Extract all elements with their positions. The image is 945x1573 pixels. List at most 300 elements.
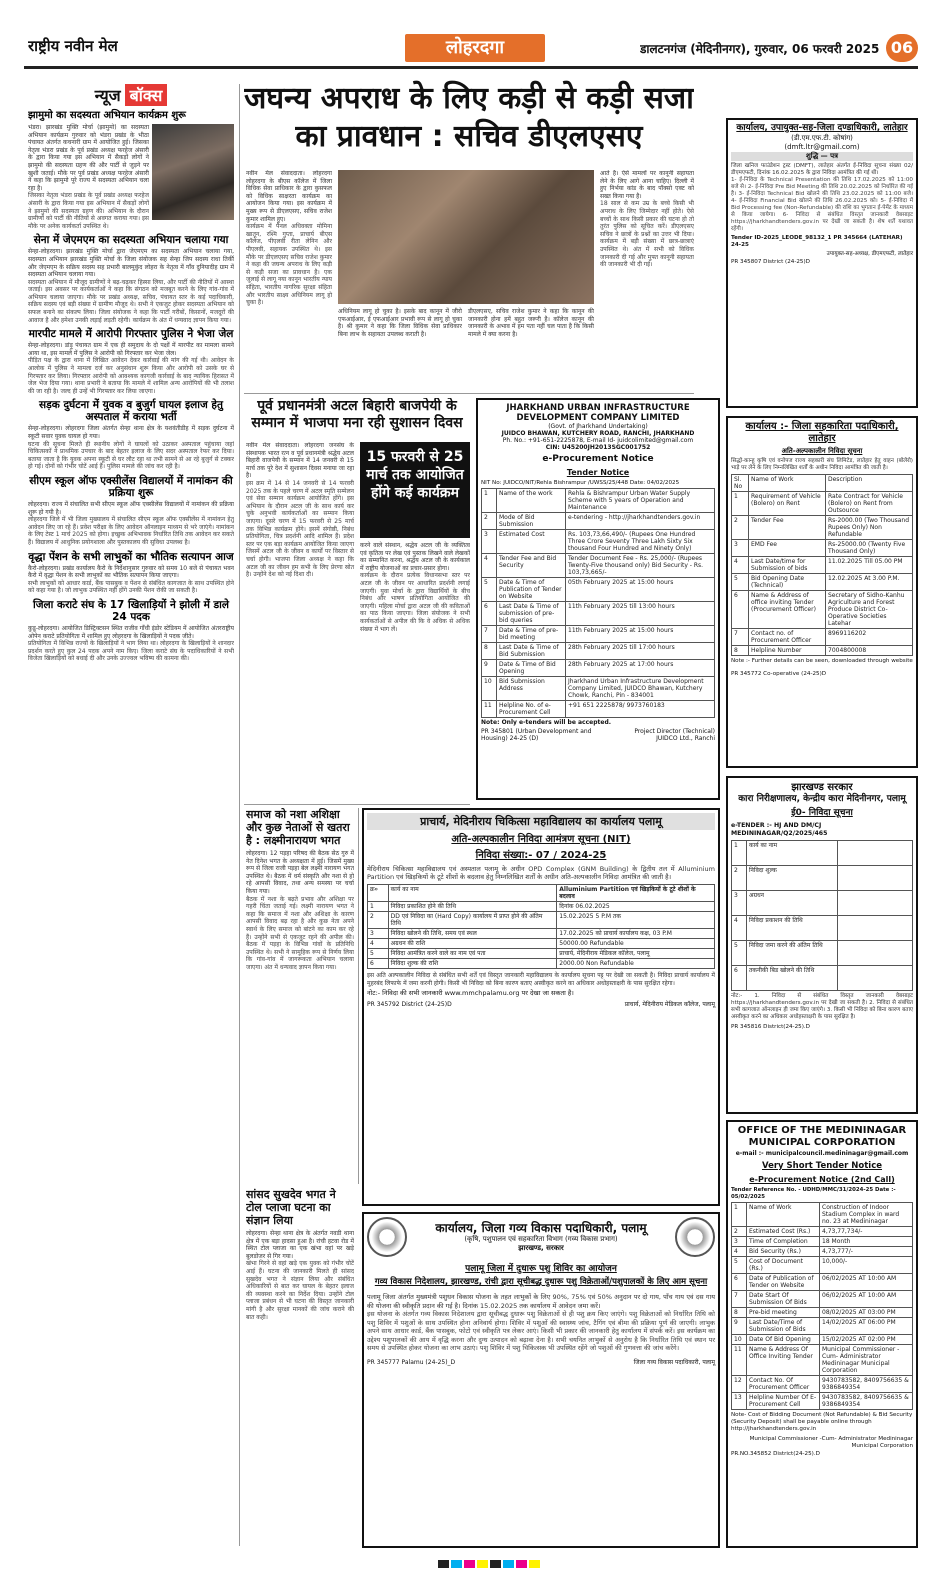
college-col-head: Alluminium Partition एवं खिड़कियों के टूटे शीशों के बदलाव <box>557 885 715 902</box>
mmc-row <box>732 1308 913 1318</box>
juidco-pr: PR 345801 (Urban Development and Housing) 24-25 (D) <box>481 728 592 742</box>
mmc-cell-value: 06/02/2025 AT 10:00 AM <box>820 1291 913 1308</box>
college-cell-no: 3 <box>368 929 389 939</box>
mmc-cell-value: 4,73,77,734/- <box>820 1227 913 1237</box>
atal-story <box>246 442 470 802</box>
college-row <box>368 929 715 939</box>
dairy-body-filler: इस योजना के अंतर्गत गव्य विकास निदेशालय द्वारा सूचीबद्ध दुधारू पशु विक्रेताओं से ही पशु क्रय किए जाएंगे। पशु विक्रेताओं को निर्धारित तिथि को पशु शिविर में पशुओं के साथ उपस्थित होना अनिवार्य होगा। शिविर में पशुओं की स्वास्थ्य जांच, टैगिंग एवं बीमा की प्रक्रिया पूर्ण की जाएगी। लाभुक अपने साथ आधार कार्ड, बैंक पासबुक, फोटो एवं स्वीकृति पत्र लेकर आएं। किसी भी प्रकार की जानकारी हेतु कार्यालय में संपर्क करें। इस कार्यक्रम का उद्देश्य पशुपालकों की आय में वृद्धि करना और दुग्ध उत्पादन को बढ़ावा देना है। सभी चयनित लाभुकों से अनुरोध है कि निर्धारित तिथि एवं स्थान पर समय से उपस्थित होकर योजना का लाभ उठाएं। पशु शिविर में पशु चिकित्सक भी उपस्थित रहेंगे जो पशुओं की गुणवत्ता की जांच करेंगे। <box>367 1310 715 1352</box>
college-cell-key: DD एवं निविदा का (Hard Copy) कार्यालय में प्राप्त होने की अंतिम तिथि <box>388 912 557 929</box>
samaj-headline: समाज को नशा अशिक्षा और कुछ नेताओं से खतरा है : लक्ष्मीनारायण भगत <box>246 808 350 847</box>
coop-cell-key: Requirement of Vehicle (Bolero) on Rent <box>749 492 826 516</box>
college-title: प्राचार्य, मेदिनीराय चिकित्सा महाविद्यालय का कार्यालय पलामू <box>367 813 715 830</box>
juidco-cell-key: Date & Time of pre-bid meeting <box>497 626 566 643</box>
mmc-pr: PR.NO.345852 District(24-25).D <box>731 1451 820 1457</box>
sukhdev-headline: सांसद सुखदेव भगत ने टोल प्लाजा घटना का संज्ञान लिया <box>246 1188 336 1227</box>
juidco-cell-no: 5 <box>482 578 497 602</box>
jail-cell-key: अग्रधन <box>747 891 838 916</box>
atal-col-b <box>360 442 470 800</box>
dairy-sign: जिला गव्य विकास पदाधिकारी, पलामू <box>633 1358 715 1366</box>
atal-headline: पूर्व प्रधानमंत्री अटल बिहारी बाजपेयी के सम्मान में भाजपा मना रही सुशासन दिवस <box>251 398 463 431</box>
coop-cell-key: Bid Opening Date (Technical) <box>749 574 826 591</box>
jharkhand-emblem-left <box>367 1217 407 1257</box>
lead-col-b <box>338 308 462 388</box>
juidco-cell-value: e-tendering - http://jharkhandtenders.gov.in <box>566 513 715 530</box>
mmc-cell-key: Date Start Of Submission Of Bids <box>747 1291 820 1308</box>
jail-row: 4 निविदा प्रकाशन की तिथि <box>732 916 913 941</box>
color-swatch <box>516 1560 527 1568</box>
news-body-2-filler: सदस्यता अभियान में मौजूद ग्रामीणों ने बढ़-चढ़कर हिस्सा लिया, और पार्टी की नीतियों में आस्था जताई। इस अवसर पर कार्यकर्ताओं ने कहा कि संगठन को मजबूत करने के लिए गांव-गांव में अभियान चलाया जाएगा। मौके पर प्रखंड अध्यक्ष, सचिव, पंचायत स्तर के कई पदाधिकारी, सक्रिय सदस्य एवं बड़ी संख्या में ग्रामीण मौजूद थे। सभी ने एकजुट होकर सदस्यता अभियान को सफल बनाने का संकल्प लिया। जिला संयोजक ने कहा कि पार्टी गरीबों, किसानों, मजदूरों की आवाज है और हमेशा उनकी लड़ाई लड़ती रहेगी। कार्यक्रम के अंत में धन्यवाद ज्ञापन किया गया। <box>28 278 234 324</box>
coop-cell-no: 6 <box>732 591 749 629</box>
sukhdev-body: लोहरदगा। सेन्हा थाना क्षेत्र के अंतर्गत नवडी थाना क्षेत्र में एक बड़ा हादसा हुआ है। रांची हटवा रोड में स्थित टोल प्लाजा का एक खंभा वहां पर खड़े बुलडोजर से गिर गया। <box>246 1230 354 1260</box>
jail-govt: झारखण्ड सरकार <box>791 782 853 793</box>
college-footer <box>367 1001 715 1008</box>
juidco-cell-no: 10 <box>482 677 497 701</box>
mmc-ref: Tender Reference No. - UDHD/MMC/31/2024-25 Date :- 05/02/2025 <box>731 1187 896 1200</box>
juidco-cell-value: Jharkhand Urban Infrastructure Development Company Limited, JUIDCO Bhawan, Kutchery Chowk, Ranchi, Pin - 834001 <box>566 677 715 701</box>
color-swatch <box>451 1560 462 1568</box>
lead-col-d <box>600 170 694 388</box>
juidco-cell-value: Rehla & Bishrampur Urban Water Supply Scheme with 5 years of Operation and Maintenance <box>566 489 715 513</box>
mmc-cell-no: 7 <box>732 1291 747 1308</box>
jail-row: 1 कार्य का नाम <box>732 841 913 866</box>
right-col-anchor <box>700 78 918 79</box>
dc-body: जिला खनिज फाउंडेशन ट्रस्ट (DMFT), लातेहार अंतर्गत ई-निविदा सूचना संख्या 02/डीएमएफटी, दिनांक 16.02.2025 के द्वारा निविदा आमंत्रित की गई थी। <box>731 163 913 176</box>
mmc-cell-value: 14/02/2025 AT 06:00 PM <box>820 1318 913 1335</box>
coop-row <box>732 591 913 629</box>
dc-subtitle: (डी.एम.एफ.टी. कोषांग) <box>791 134 853 142</box>
coop-row <box>732 629 913 646</box>
mmc-sign: Municipal Commissioner -Cum- Administrator Medininagar Municipal Corporation <box>749 1436 913 1449</box>
jail-row: 6 तकनीकी बिड खोलने की तिथि <box>732 966 913 991</box>
college-row <box>368 912 715 929</box>
juidco-notice: e-Procurement Notice <box>542 454 654 464</box>
page-number: 06 <box>886 34 918 62</box>
juidco-tender: Tender Notice <box>566 468 630 477</box>
college-terms: इस अति अल्पकालीन निविदा से संबंधित सभी शर्तें एवं विस्तृत जानकारी महाविद्यालय के कार्यालय सूचना पट्ट पर देखी जा सकती है। निविदा प्राचार्य कार्यालय में मुहरबंद लिफाफे में जमा करनी होगी। किसी भी निविदा को बिना कारण बताए अस्वीकृत करने का अधिकार अधोहस्ताक्षरी के पास सुरक्षित रहेगा। <box>367 972 715 987</box>
lead-body-d: आते है। ऐसे मामलों पर कानूनी सहायता लेने के लिए आगे आना चाहिए। दिल्ली में हुए निर्भया कांड के बाद पॉक्सो एक्ट को सख्त किया गया है। <box>600 170 694 200</box>
mmc-row <box>732 1247 913 1257</box>
mmc-cell-value: 9430783582, 8409756635 & 9386849354 <box>820 1376 913 1393</box>
coop-row <box>732 516 913 540</box>
news-body-6: कैरो-लोहरदगा। प्रखंड कार्यालय कैरो के निर्देशानुसार गुरुवार को समय 10 बजे से पंचायत भवन कैरो में वृद्धा पेंशन के सभी लाभुकों का भौतिक सत्यापन किया जाएगा। <box>28 564 234 580</box>
coop-title: कार्यालय :- जिला सहकारिता पदाधिकारी, लातेहार <box>745 421 899 444</box>
mmc-table <box>731 1202 913 1410</box>
mmc-cell-value: 18 Month <box>820 1237 913 1247</box>
lead-headline: जघन्य अपराध के लिए कड़ी से कड़ी सजा का प्रावधान : सचिव डीएलएसए <box>244 81 694 154</box>
dairy-govt: झारखण्ड, सरकार <box>518 1243 564 1252</box>
juidco-row <box>482 489 715 513</box>
coop-intro: सिद्धो-कान्हू कृषि एवं वनोपज राज्य सहकारी संघ लिमिटेड, लातेहार हेतु वाहन (बोलेरो) भाड़े पर लेने के लिए निम्नलिखित शर्तों के अधीन निविदा आमंत्रित की जाती है। <box>731 458 913 471</box>
juidco-cell-no: 1 <box>482 489 497 513</box>
coop-cell-key: Last Date/time for Submission of bids <box>749 557 826 574</box>
mmc-sub: Very Short Tender Notice <box>761 1161 883 1171</box>
juidco-row <box>482 530 715 554</box>
mmc-cell-key: Name of Work <box>747 1203 820 1227</box>
juidco-cell-value: 11th February 2025 till 13:00 hours <box>566 602 715 626</box>
dc-tender-id: Tender ID-2025_LEODE_98132_1 PR 345664 (LATEHAR) 24-25 <box>731 235 903 248</box>
dateline: डालटनगंज (मेदिनीनगर), गुरुवार, 06 फरवरी 2025 <box>640 42 880 56</box>
mmc-cell-key: Time of Completion <box>747 1237 820 1247</box>
coop-table: Sl. No Name of Work Description 1 Requirement of Vehicle (Bolero) on Rent Rate Contract for Vehicle (Bolero) on Rent from Outsource 2 Tender Fee Rs-2000.00 (Two Thousand Rupees Only) Non Refundable 3 EMD Fee Rs-25000.00 (Twenty Five Thousand Only) 4 Last Date/time for Submission of bids 11.02.2025 Till 05.00 PM 5 Bid Opening Date (Technical) 12.02.2025 At 3.00 P.M. 6 Name & Address of office inviting Tender (Procurement Officer) Secretary of Sidho-Kanhu Agriculture and Forest Produce District Co-Operative Societies Latehar 7 Contact no. of Procurement Officer 8969116202 8 Helpline Number 7004800008 <box>731 474 913 656</box>
mmc-cell-no: 2 <box>732 1227 747 1237</box>
lead-story <box>246 170 694 390</box>
jail-cell-key: निविदा शुल्क <box>747 866 838 891</box>
coop-cell-value: Secretary of Sidho-Kanhu Agriculture and Forest Produce District Co-Operative Societies Latehar <box>826 591 913 629</box>
college-subtitle: अति-अल्पकालीन निविदा आमंत्रण सूचना (NIT) <box>451 834 631 845</box>
mmc-row <box>732 1257 913 1274</box>
college-cell-key: निविदा खोलने की तिथि, समय एवं स्थल <box>388 929 557 939</box>
juidco-footer <box>481 728 715 742</box>
college-web: नोट:- निविदा की सभी जानकारी www.mmchpalamu.org पर देखा जा सकता है। <box>367 989 574 997</box>
lead-body-d-filler: 18 साल से कम उम्र के बच्चे किसी भी अपराध के लिए जिम्मेदार नहीं होते। ऐसे बच्चों के साथ किसी प्रकार की घटना हो तो तुरंत पुलिस को सूचित करें। डीएलएसए सचिव ने छात्रों के प्रश्नों का उत्तर भी दिया। कार्यक्रम में बड़ी संख्या में छात्र-छात्राएं उपस्थित थे। अंत में सभी को विधिक जानकारी दी गई और मुफ्त कानूनी सहायता की जानकारी भी दी गई। <box>600 200 694 269</box>
juidco-cell-no: 4 <box>482 554 497 578</box>
juidco-cell-key: Mode of Bid Submission <box>497 513 566 530</box>
dc-body-filler: 1- ई-निविदा के Technical Presentation की तिथि 17.02.2025 को 11:00 बजे से। 2- ई-निविदा Pre Bid Meeting की तिथि 20.02.2025 को निर्धारित की गई है। 3- ई-निविदा Technical Bid खोलने की तिथि 23.02.2025 को 11:00 बजे। 4- ई-निविदा Financial Bid खोलने की तिथि 26.02.2025 को। 5- ई-निविदा में Bid Processing fee (Non-Refundable) की राशि का भुगतान ई-पेमेंट के माध्यम से किया जायेगा। 6- निविदा से संबंधित विस्तृत जानकारी वेबसाइट https://jharkhandtenders.gov.in पर देखी जा सकती है। शेष शर्तें यथावत रहेंगी। <box>731 177 913 232</box>
juidco-row <box>482 701 715 718</box>
samaj-story <box>246 808 354 1184</box>
news-headline-3: मारपीट मामले में आरोपी गिरफ्तार पुलिस ने भेजा जेल <box>28 328 234 341</box>
mmc-cell-key: Estimated Cost (Rs.) <box>747 1227 820 1237</box>
mmc-cell-value: Municipal Commissioner -Cum- Administrator Medininagar Municipal Corporation <box>820 1345 913 1376</box>
college-cell-no: 4 <box>368 939 389 949</box>
mmc-cell-key: Helpline Number Of E-Procurement Cell <box>747 1393 820 1410</box>
mmc-cell-key: Pre-bid meeting <box>747 1308 820 1318</box>
mmc-cell-key: Date of Publication of Tender on Website <box>747 1274 820 1291</box>
coop-cell-no: 5 <box>732 574 749 591</box>
news-body-3: सेन्हा-लोहरदगा। डांड़ू पंचायत ग्राम में एक ही समुदाय के दो पक्षों में मारपीट का मामला सामने आया था, इस मामले में पुलिस ने आरोपी को गिरफ्तार कर भेजा जेल। <box>28 342 234 357</box>
dairy-subtitle: (कृषि, पशुपालन एवं सहकारिता विभाग (गव्य विकास प्रभाग) <box>464 1234 618 1243</box>
college-cell-value: 17.02.2025 को प्राचार्य कार्यालय कक्ष, 03 P.M <box>557 929 715 939</box>
juidco-phone: Ph. No.: +91-651-2225878, E-mail Id- juidcolimited@gmail.com <box>502 437 694 444</box>
mmc-note: Note- Cost of Bidding Document (Not Refundable) & Bid Security (Security Deposit) shall be payable online through http://jharkhandtenders.gov.in <box>731 1412 913 1432</box>
mmc-title: OFFICE OF THE MEDININAGAR MUNICIPAL CORPORATION <box>737 1125 907 1148</box>
cooperative-tender-ad <box>726 416 918 768</box>
news-headline-1: झामुमो का सदस्यता अभियान कार्यक्रम शुरू <box>28 110 186 121</box>
juidco-cell-key: Last Date & Time of Bid Submission <box>497 643 566 660</box>
lead-col-c <box>468 308 594 388</box>
coop-cell-value: 12.02.2025 At 3.00 P.M. <box>826 574 913 591</box>
lead-body-a-filler: कार्यक्रम में पैनल अधिवक्ता मोमिना खातून, रश्मि गुप्ता, प्राचार्य बीएस कॉलेज, पीएलवी रीता लेनिन और पीएलवी, सहायक उपस्थित थे। इस मौके पर डीएलएसए सचिव राजेश कुमार ने कहा की जघन्य अपराध के लिए कड़ी से कड़ी सजा का प्रावधान है। एक जुलाई से लागू नया कानून भारतीय न्याय संहिता, भारतीय नागरिक सुरक्षा संहिता और भारतीय साक्ष्य अधिनियम लागू हो चुका है। <box>246 223 332 307</box>
mmc-cell-key: Name & Address Of Office Inviting Tender <box>747 1345 820 1376</box>
college-cell-no: 6 <box>368 959 389 969</box>
college-row <box>368 959 715 969</box>
dc-title: कार्यालय, उपायुक्त-सह-जिला दण्डाधिकारी, लातेहार <box>736 123 908 133</box>
coop-pr: PR 345772 Co-operative (24-25)D <box>731 671 827 677</box>
juidco-row <box>482 513 715 530</box>
dairy-head: पलामू जिला में दुधारू पशु शिविर का आयोजन <box>465 1264 617 1274</box>
mmc-cell-no: 9 <box>732 1318 747 1335</box>
jail-cell-key: निविदा प्रकाशन की तिथि <box>747 916 838 941</box>
juidco-sign: Project Director (Technical) JUIDCO Ltd., Ranchi <box>634 728 715 742</box>
column-rule-1 <box>239 84 240 1546</box>
college-cell-key: निविदा प्रकाशित होने की तिथि <box>388 902 557 912</box>
color-swatch <box>464 1560 475 1568</box>
coop-cell-value: Rate Contract for Vehicle (Bolero) on Rent from Outsource <box>826 492 913 516</box>
juidco-cell-no: 7 <box>482 626 497 643</box>
mmc-row <box>732 1227 913 1237</box>
coop-row <box>732 574 913 591</box>
juidco-cell-no: 11 <box>482 701 497 718</box>
juidco-row <box>482 643 715 660</box>
news-body-5-filler: लोहरदगा जिले में भी जिला मुख्यालय में संचालित सीएम स्कूल ऑफ एक्सीलेंस में नामांकन हेतु आवेदन लिए जा रहे हैं। प्रवेश परीक्षा के लिए आवेदन ऑनलाइन माध्यम से भरे जाएंगे। नामांकन के लिए टेस्ट 1 मार्च 2025 को होगा। इच्छुक अभिभावक निर्धारित तिथि तक आवेदन कर सकते हैं। विद्यालय में आधुनिक प्रयोगशाला और पुस्तकालय की सुविधा उपलब्ध है। <box>28 516 234 546</box>
sukhdev-body-filler: खंभा गिरने से वहां खड़े एक युवक को गंभीर चोटें आई हैं। घटना की जानकारी मिलते ही सांसद सुखदेव भगत ने संज्ञान लिया और संबंधित अधिकारियों से बात कर घायल के बेहतर इलाज की व्यवस्था करने का निर्देश दिया। उन्होंने टोल प्लाजा प्रबंधन से भी घटना की विस्तृत जानकारी मांगी है और सुरक्षा मानकों की जांच कराने की बात कही। <box>246 1260 354 1321</box>
municipal-tender-ad <box>726 1120 918 1548</box>
coop-cell-key: Tender Fee <box>749 516 826 540</box>
column-rule-samaj <box>358 808 359 1184</box>
juidco-org-sub: (Govt. of Jharkhand Undertaking) <box>548 423 648 430</box>
dairy-header <box>367 1217 715 1257</box>
dairy-body: पलामू जिला अंतर्गत मुख्यमंत्री पशुधन विकास योजना के तहत लाभुकों के लिए 90%, 75% एवं 50% अनुदान पर दो गाय, पाँच गाय एवं दस गाय की योजना की स्वीकृति प्रदान की गई है। दिनांक 15.02.2025 तक कार्यालय में आवेदन जमा करें। <box>367 1293 715 1310</box>
news-box-title <box>28 84 234 106</box>
juidco-cell-key: Bid Submission Address <box>497 677 566 701</box>
atal-body-b-filler: कार्यक्रम के दौरान प्रत्येक विधानसभा स्तर पर अटल जी के जीवन पर आधारित प्रदर्शनी लगाई जाएगी। युवा मोर्चा के द्वारा विद्यार्थियों के बीच निबंध और भाषण प्रतियोगिता आयोजित की जाएगी। महिला मोर्चा द्वारा अटल जी की कविताओं का पाठ किया जाएगा। जिला संयोजक ने सभी कार्यकर्ताओं से अपील की कि वे अधिक से अधिक संख्या में भाग लें। <box>360 572 470 633</box>
dairy-sub: गव्य विकास निदेशालय, झारखण्ड, रांची द्वारा सूचीबद्ध दुधारू पशु विक्रेताओं/पशुपालकों के लिए आम सूचना <box>374 1277 708 1287</box>
mmc-row <box>732 1335 913 1345</box>
lead-col-a <box>246 170 332 388</box>
lead-rule <box>244 393 694 394</box>
news-headline-2: सेना में जेएमएम का सदस्यता अभियान चलाया गया <box>33 234 229 247</box>
mmc-row <box>732 1318 913 1335</box>
mmc-row <box>732 1274 913 1291</box>
college-row <box>368 949 715 959</box>
juidco-row <box>482 554 715 578</box>
color-swatch <box>490 1560 501 1568</box>
mmc-row <box>732 1393 913 1410</box>
dairy-title-block <box>407 1222 675 1253</box>
news-box-column <box>28 84 234 1546</box>
news-body-3-filler: पीड़ित पक्ष के द्वारा थाना में लिखित आवेदन देकर कार्रवाई की मांग की गई थी। आवेदन के आलोक में पुलिस ने मामला दर्ज कर अनुसंधान शुरू किया और आरोपी को उसके घर से गिरफ्तार कर लिया। गिरफ्तार आरोपी को आवश्यक कागजी कार्रवाई के बाद न्यायिक हिरासत में जेल भेज दिया गया। थाना प्रभारी ने बताया कि मामले में शामिल अन्य आरोपियों की भी तलाश की जा रही है। जल्द ही उन्हें भी गिरफ्तार कर लिया जाएगा। <box>28 357 234 395</box>
paper-name: राष्ट्रीय नवीन मेल <box>28 37 118 55</box>
juidco-row <box>482 602 715 626</box>
juidco-table <box>481 488 715 718</box>
lead-body-b: अधिनियम लागू हो चुका है। इसके बाद कानून में जीरो एफआईआर, ई एफआईआर प्रभावी रूप से लागू हो चुका है। श्री कुमार ने कहा कि जिला विधिक सेवा प्राधिकार बिना लाभ के सहायता उपलब्ध कराती है। <box>338 308 462 338</box>
jail-tender-ad <box>726 776 918 1114</box>
coop-row <box>732 557 913 574</box>
mmc-row <box>732 1203 913 1227</box>
college-cell-key: निविदा शुल्क की राशि <box>388 959 557 969</box>
dairy-notice-ad <box>362 1212 720 1548</box>
mmc-cell-value: 08/02/2025 AT 03:00 PM <box>820 1308 913 1318</box>
mmc-call: e-Procurement Notice (2nd Call) <box>749 1175 895 1184</box>
coop-cell-key: Contact no. of Procurement Officer <box>749 629 826 646</box>
jharkhand-emblem-right <box>675 1217 715 1257</box>
juidco-cell-key: Name of the work <box>497 489 566 513</box>
mmc-cell-key: Date Of Bid Opening <box>747 1335 820 1345</box>
juidco-cell-key: Tender Fee and Bid Security <box>497 554 566 578</box>
juidco-row <box>482 660 715 677</box>
jail-pr: PR 345816 District(24-25).D <box>731 1024 810 1030</box>
mmc-cell-no: 10 <box>732 1335 747 1345</box>
jail-row: 2 निविदा शुल्क <box>732 866 913 891</box>
juidco-cell-key: Date & Time of Bid Opening <box>497 660 566 677</box>
atal-rule <box>244 804 470 805</box>
mmc-row <box>732 1291 913 1308</box>
college-cell-key: निविदा आमंत्रित करने वाले का नाम एवं पता <box>388 949 557 959</box>
news-body-7: कुडू-लोहरदगा। आयोजित डिस्ट्रिक्टसन स्थित राजीव गाँधी इंडोर स्टेडियम में आयोजित अंतरराष्ट्रीय ओपेन कराटे प्रतियोगिता में शामिल हुए लोहरदगा के खिलाड़ियों ने पदक जीते। <box>28 624 234 640</box>
juidco-address: JUIDCO BHAWAN, KUTCHERY ROAD, RANCHI, JHARKHAND <box>501 430 695 437</box>
mmc-cell-no: 3 <box>732 1237 747 1247</box>
mmc-row <box>732 1237 913 1247</box>
samaj-body: लोहरदगा। 12 पड़हा परिषद की बैठक सेठ गुरु में नेत दिनेश भगत के अध्यक्षता में हुई। जिसमें मुख्य रूप से जिला राजी पड़हा बेल लक्ष्मी नारायण भगत उपस्थित थे। बैठक में धर्म संस्कृति और नशा से हो रहे आपसी विवाद, तथा अन्य समस्या पर चर्चा किया गया। <box>246 850 354 895</box>
mmc-row <box>732 1376 913 1393</box>
dairy-footer <box>367 1359 715 1366</box>
college-cell-value: दिनांक 06.02.2025 <box>557 902 715 912</box>
masthead-rule <box>24 66 918 69</box>
mmc-cell-value: 4,73,777/- <box>820 1247 913 1257</box>
news-photo-1 <box>152 124 234 220</box>
mmc-cell-no: 5 <box>732 1257 747 1274</box>
juidco-cell-value: 11th February 2025 at 15:00 hours <box>566 626 715 643</box>
mmc-cell-no: 4 <box>732 1247 747 1257</box>
atal-body-b: करने वाले संस्थान, श्रद्धेय अटल जी के व्यक्तित्व एवं कृतित्व पर लेख एवं पुस्तक लिखने वाले लेखकों का सम्मानित करना, श्रद्धेय अटल जी के कार्यकाल में राष्ट्रीय योजनाओं का प्रचार-प्रसार होगा। <box>360 542 470 572</box>
juidco-cell-value: 28th February 2025 at 17:00 hours <box>566 660 715 677</box>
jail-title: कारा निरीक्षणालय, केन्द्रीय कारा मेदिनीनगर, पलामू <box>738 794 906 804</box>
news-body-5: लोहरदगा। राज्य में संचालित सभी सीएम स्कूल ऑफ एक्सीलेंस विद्यालयों में नामांकन की प्रक्रिया शुरू हो गयी है। <box>28 500 234 516</box>
juidco-cell-value: 05th February 2025 at 15:00 hours <box>566 578 715 602</box>
atal-body-a: नवीन मेल संवाददाता। लोहरदगा जनसंघ के संस्थापक भारत रत्न व पूर्व प्रधानमंत्री श्रद्धेय अटल बिहारी वाजपेयी के सम्मान में 14 जनवरी से 15 मार्च तक पूरे देश में सुशासन दिवस मनाया जा रहा है। <box>246 442 354 480</box>
college-cell-value: प्राचार्य, मेदिनीराय मेडिकल कॉलेज, पलामू <box>557 949 715 959</box>
mmc-cell-value: 10,000/- <box>820 1257 913 1274</box>
college-row <box>368 902 715 912</box>
juidco-cin: CIN: U45200JH2013SGC001752 <box>545 444 651 451</box>
dc-email: (dmft.ltr@gmail.com) <box>784 143 860 151</box>
news-headline-6: वृद्धा पेंशन के सभी लाभुकों का भौतिक सत्यापन आज <box>28 550 234 563</box>
coop-cell-value: 8969116202 <box>826 629 913 646</box>
coop-cell-no: 8 <box>732 646 749 656</box>
juidco-note: Note: Only e-tenders will be accepted. <box>481 719 612 726</box>
jail-table <box>731 840 913 991</box>
juidco-cell-key: Last Date & Time of submission of pre-bid queries <box>497 602 566 626</box>
jail-row: 5 निविदा जमा करने की अंतिम तिथि <box>732 941 913 966</box>
news-body-6-filler: सभी लाभुकों को आधार कार्ड, बैंक पासबुक व पेंशन से संबंधित कागजात के साथ उपस्थित होने को कहा गया है। जो लाभुक उपस्थित नहीं होंगे उनकी पेंशन रोकी जा सकती है। <box>28 579 234 595</box>
jail-notes: नोट:- 1. निविदा से संबंधित विस्तृत जानकारी वेबसाइट https://jharkhandtenders.gov.in पर देखी जा सकती है। 2. निविदा से संबंधित सभी कागजात ऑनलाइन ही जमा किए जाएंगे। 3. किसी भी निविदा को बिना कारण बताए अस्वीकृत करने का अधिकार अधोहस्ताक्षरी के पास सुरक्षित है। <box>731 993 913 1020</box>
jail-cell-key: कार्य का नाम <box>747 841 838 866</box>
mmc-cell-key: Bid Security (Rs.) <box>747 1247 820 1257</box>
juidco-org: JHARKHAND URBAN INFRASTRUCTURE DEVELOPMENT COMPANY LIMITED <box>506 403 690 423</box>
mmc-cell-no: 13 <box>732 1393 747 1410</box>
juidco-cell-no: 2 <box>482 513 497 530</box>
coop-cell-no: 1 <box>732 492 749 516</box>
color-swatch <box>503 1560 514 1568</box>
dairy-pr: PR 345777 Palamu (24-25)_D <box>367 1358 456 1366</box>
college-sign: प्राचार्य, मेदिनीराय मेडिकल कॉलेज, पलामू <box>624 1001 715 1008</box>
juidco-cell-no: 8 <box>482 643 497 660</box>
news-body-1: भंडरा। झारखंड मुक्ति मोर्चा (झामुमो) का सदस्यता अभियान कार्यक्रम गुरुवार को भंडरा प्रखंड के भीठा पंचायत अंतर्गत कचनारी ग्राम में आयोजित हुई। जिसका नेतृत्व भंडरा प्रखंड के पूर्व प्रखंड अध्यक्ष फरहेज अंसारी के द्वारा किया गया इस अभियान में सैकड़ों लोगों ने झामुमो की सदस्यता ग्रहण की और पार्टी से जुड़ने पर खुशी जताई। मौके पर पूर्व प्रखंड अध्यक्ष फरहेज अंसारी ने कहा कि झामुमो पूरे राज्य में सदस्यता अभियान चला रहा है। <box>28 124 149 192</box>
mmc-cell-key: Last Date/Time of Submission of Bids <box>747 1318 820 1335</box>
coop-cell-key: Helpline Number <box>749 646 826 656</box>
mmc-row <box>732 1345 913 1376</box>
college-cell-no: 5 <box>368 949 389 959</box>
color-swatch <box>529 1560 540 1568</box>
mmc-email: e-mail :- municipalcouncil.medininagar@gmail.com <box>735 1150 909 1157</box>
mmc-cell-no: 6 <box>732 1274 747 1291</box>
juidco-cell-value: Tender Document Fee - Rs. 25,000/- (Rupees Twenty-Five thousand only) Bid Security - Rs. 103,73,665/- <box>566 554 715 578</box>
college-number: निविदा संख्या:- 07 / 2024-25 <box>475 850 607 861</box>
coop-cell-value: Rs-2000.00 (Two Thousand Rupees Only) Non Refundable <box>826 516 913 540</box>
jail-cell-key: निविदा जमा करने की अंतिम तिथि <box>747 941 838 966</box>
coop-subtitle: अति-अल्पकालीन निविदा सूचना <box>781 447 863 455</box>
mmc-cell-key: Cost of Document (Rs.) <box>747 1257 820 1274</box>
mmc-cell-key: Contact No. Of Procurement Officer <box>747 1376 820 1393</box>
coop-cell-key: EMD Fee <box>749 540 826 557</box>
sukhdev-story <box>246 1188 354 1546</box>
coop-cell-key: Name & Address of office inviting Tender (Procurement Officer) <box>749 591 826 629</box>
news-box-title-b: बॉक्स <box>125 84 168 106</box>
samaj-body-filler: बैठक में नशा के बढ़ते प्रभाव और अशिक्षा पर गहरी चिंता जताई गई। लक्ष्मी नारायण भगत ने कहा कि समाज में नशा और अशिक्षा के कारण आपसी विवाद बढ़ रहा है और कुछ नेता अपने स्वार्थ के लिए समाज को बांटने का काम कर रहे हैं। उन्होंने सभी से एकजुट रहने की अपील की। बैठक में पड़हा के विभिन्न गांवों के प्रतिनिधि उपस्थित थे। सभी ने सामूहिक रूप से निर्णय लिया कि गांव-गांव में जागरूकता अभियान चलाया जाएगा। अंत में धन्यवाद ज्ञापन किया गया। <box>246 895 354 971</box>
lead-photo <box>338 170 594 304</box>
coop-cell-value: 11.02.2025 Till 05.00 PM <box>826 557 913 574</box>
atal-col-a <box>246 442 354 800</box>
section-title: लोहरदगा <box>405 34 545 62</box>
juidco-row <box>482 626 715 643</box>
news-body-2: सेन्हा-लोहरदगा। झारखंड मुक्ति मोर्चा द्वारा जेएमएम का सदस्यता अभियान चलाया गया, सदस्यता अभियान झारखंड मुक्ति मोर्चा के जिला संयोजक सह सेन्हा जिप सदस्य राधा तिर्की और जेएमएम के सक्रिय सदस्य सह प्रभारी बालमुकुंद लोहरा के नेतृत्व में गाँव दुनियादीह ग्राम में सदस्यता अभियान चलाया गया। <box>28 248 234 279</box>
college-cell-value: 50000.00 Refundable <box>557 939 715 949</box>
juidco-row <box>482 677 715 701</box>
college-cell-value: 2000.00 Non Refundable <box>557 959 715 969</box>
juidco-cell-key: Date & Time of Publication of Tender on Website <box>497 578 566 602</box>
mmc-cell-no: 12 <box>732 1376 747 1393</box>
color-swatch <box>477 1560 488 1568</box>
coop-cell-value: Rs-25000.00 (Twenty Five Thousand Only) <box>826 540 913 557</box>
mmc-cell-value: 15/02/2025 AT 02:00 PM <box>820 1335 913 1345</box>
news-headline-7: जिला कराटे संघ के 17 खिलाड़ियों ने झोली में डाले 24 पदक <box>33 598 229 623</box>
mmc-cell-no: 1 <box>732 1203 747 1227</box>
juidco-cell-value: +91 651 2225878/ 9973760183 <box>566 701 715 718</box>
news-body-7-filler: प्रतियोगिता में विभिन्न राज्यों के खिलाड़ियों ने भाग लिया था। लोहरदगा के खिलाड़ियों ने शानदार प्रदर्शन करते हुए कुल 24 पदक अपने नाम किए। जिला कराटे संघ के पदाधिकारियों ने सभी विजेता खिलाड़ियों को बधाई दी और उनके उज्ज्वल भविष्य की कामना की। <box>28 640 234 663</box>
mmc-cell-value: 9430783582, 8409756635 & 9386849354 <box>820 1393 913 1410</box>
mmc-cell-no: 11 <box>732 1345 747 1376</box>
mmc-cell-value: Construction of Indoor Stadium Complex in ward no. 23 at Medininagar <box>820 1203 913 1227</box>
college-cell-value: 15.02.2025 5 P.M तक <box>557 912 715 929</box>
lead-body-c: डीएलएसए, सचिव राजेश कुमार ने कहा कि कानून की जानकारी होना हमें बहुत जरूरी है। कॉलेज कानून की जानकारी के अभाव में हम पता नहीं चल पाता है कि किसी मामले में क्या करना है। <box>468 308 594 338</box>
mmc-cell-value: 06/02/2025 AT 10:00 AM <box>820 1274 913 1291</box>
dc-latehar-ad <box>726 118 918 408</box>
news-body-1-filler: जिसका नेतृत्व भंडरा प्रखंड के पूर्व प्रखंड अध्यक्ष फरहेज अंसारी के द्वारा किया गया इस अभियान में सैकड़ों लोगों ने झामुमो की सदस्यता ग्रहण की। अभियान के दौरान ग्रामीणों को पार्टी की नीतियों से अवगत कराया गया। इस मौके पर अनेक कार्यकर्ता उपस्थित थे। <box>28 192 149 230</box>
college-row <box>368 939 715 949</box>
news-body-4: सेन्हा-लोहरदगा। लोहरदगा जिला अंतर्गत सेन्हा थाना क्षेत्र के यशवंतीडीह में सड़क दुर्घटना में स्कूटी सवार युवक घायल हो गया। <box>28 425 234 440</box>
atal-body-a-filler: इस क्रम में 14 से 14 जनवरी से 14 फरवरी 2025 तक के पहले चरण में अटल स्मृति सम्मेलन एवं सेवा सम्मान कार्यक्रम आयोजित होंगे। इस अभियान के दौरान अटल जी के साथ कार्य कर चुके अनुभवी कार्यकर्ताओं का सम्मान किया जाएगा। दूसरे चरण में 15 फरवरी से 25 मार्च तक विभिन्न कार्यक्रम होंगे। इसमें संगोष्ठी, निबंध प्रतियोगिता, चित्र प्रदर्शनी आदि शामिल हैं। प्रदेश स्तर पर एक बड़ा कार्यक्रम आयोजित किया जाएगा जिसमें अटल जी के जीवन व कार्यों पर विस्तार से चर्चा होगी। भाजपा जिला अध्यक्ष ने कहा कि अटल जी का जीवन हम सभी के लिए प्रेरणा स्रोत है। उन्होंने देश को नई दिशा दी। <box>246 479 354 579</box>
juidco-cell-key: Estimated Cost <box>497 530 566 554</box>
juidco-cell-value: Rs. 103,73,66,490/- (Rupees One Hundred Three Crore Seventy Three Lakh Sixty Six thousand Four Hundred and Ninety Only) <box>566 530 715 554</box>
dc-sub2: शुद्धि — पत्र <box>731 152 913 161</box>
juidco-cell-no: 3 <box>482 530 497 554</box>
news-body-4-filler: घटना की सूचना मिलते ही स्थानीय लोगों ने घायलों को उठाकर अस्पताल पहुंचाया जहां चिकित्सकों ने प्राथमिक उपचार के बाद बेहतर इलाज के लिए सदर अस्पताल रेफर कर दिया। बताया जाता है कि युवक अपना स्कूटी से घर लौट रहा था तभी सामने से आ रहे बुजुर्ग से टक्कर हो गई। दोनों को गंभीर चोटें आई हैं। पुलिस मामले की जांच कर रही है। <box>28 440 234 471</box>
coop-cell-no: 3 <box>732 540 749 557</box>
coop-note: Note :- Further details can be seen, downloaded through website <box>731 658 913 664</box>
college-table: क्र० कार्य का नाम Alluminium Partition एवं खिड़कियों के टूटे शीशों के बदलाव 1 निविदा प्रकाशित होने की तिथि दिनांक 06.02.2025 2 DD एवं निविदा का (Hard Copy) कार्यालय में प्राप्त होने की अंतिम तिथि 15.02.2025 5 P.M तक 3 निविदा खोलने की तिथि, समय एवं स्थल 17.02.2025 को प्राचार्य कार्यालय कक्ष, 03 P.M 4 अग्रधन की राशि 50000.00 Refundable 5 निविदा आमंत्रित करने वाले का नाम एवं पता प्राचार्य, मेदिनीराय मेडिकल कॉलेज, पलामू 6 निविदा शुल्क की राशि 2000.00 Non Refundable <box>367 884 715 969</box>
jail-tender: e-TENDER :- HJ AND DM/CJ MEDININAGAR/Q2/2025/465 <box>731 822 828 837</box>
juidco-row <box>482 578 715 602</box>
mmc-cell-no: 8 <box>732 1308 747 1318</box>
juidco-nit: NIT No: JUIDCO/NIT/Rehla Bishrampur /UWSS/25/448 Date: 04/02/2025 <box>481 480 680 486</box>
college-cell-key: अग्रधन की राशि <box>388 939 557 949</box>
dc-pr: PR 345807 District (24-25)D <box>731 259 810 265</box>
color-swatches <box>438 1556 542 1568</box>
color-swatch <box>438 1560 449 1568</box>
college-pr: PR 345792 District (24-25)D <box>367 1001 452 1008</box>
medical-college-tender-ad <box>362 808 720 1206</box>
news-headline-5: सीएम स्कूल ऑफ एक्सीलेंस विद्यालयों में नामांकन की प्रक्रिया शुरू <box>29 474 233 499</box>
coop-row <box>732 540 913 557</box>
coop-cell-no: 7 <box>732 629 749 646</box>
jail-cell-key: तकनीकी बिड खोलने की तिथि <box>747 966 838 991</box>
dairy-title: कार्यालय, जिला गव्य विकास पदाधिकारी, पलामू <box>435 1220 647 1235</box>
juidco-tender-ad <box>476 398 720 800</box>
lead-body-a: नवीन मेल संवाददाता। लोहरदगा लोहरदगा के बीएस कॉलेज में जिला विधिक सेवा प्राधिकार के द्वारा कुसफल को विधिक साक्षरता कार्यक्रम का आयोजन किया गया। इस कार्यक्रम में मुख्य रूप से डीएलएसए, सचिव राजेश कुमार शामिल हुए। <box>246 170 332 223</box>
jail-sub: ई0- निविदा सूचना <box>791 808 853 818</box>
coop-cell-no: 4 <box>732 557 749 574</box>
coop-cell-no: 2 <box>732 516 749 540</box>
